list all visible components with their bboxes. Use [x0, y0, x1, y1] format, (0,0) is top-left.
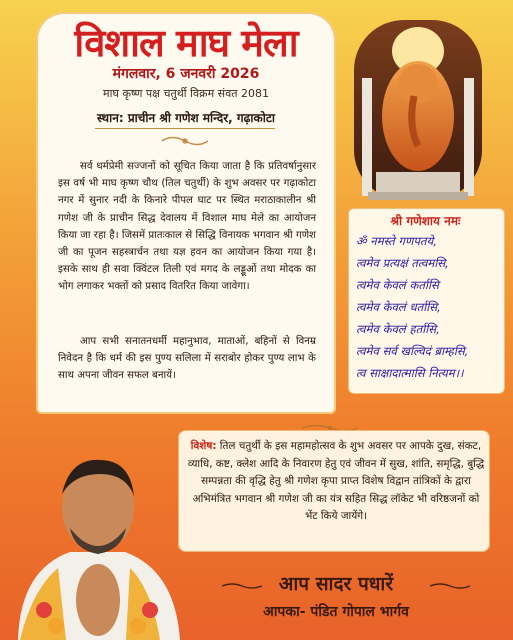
event-venue: स्थान: प्राचीन श्री गणेश मन्दिर, गढ़ाकोटा — [96, 111, 275, 125]
body-paragraph-1: सर्व धर्मप्रेमी सज्जनों को सूचित किया जाता है कि प्रतिवर्षानुसार इस वर्ष भी माघ कृष्ण चौथ (तिल चतुर्थी) के शुभ अवसर पर गढ़ाकोटा नगर में सुनार नदी के किनारे पीपल घाट पर स्थित मराठाकालीन श्री गणेश जी के प्राचीन सिद्ध देवालय में विशाल माघ मेले का आयोजन किया जा रहा है। जिसमें प्रातःकाल से सिद्धि विनायक भगवान श्री गणेश जी का पूजन सहस्त्रार्चन तथा यज्ञ हवन का आयोजन किया गया है। इसके साथ ही सवा क्विंटल तिली एवं मगद के लड्डूओं तथा मोदक का भोग लगाकर भक्तों को प्रसाद वितरित किया जावेगा। — [58, 161, 316, 293]
special-notice — [186, 438, 486, 526]
mantra-line: त्वमेव केवलं हर्तासि, — [356, 322, 440, 336]
notice-text: तिल चतुर्थी के इस महामहोत्सव के शुभ अवसर पर आपके दुख, संकट, व्याधि, कष्ट, क्लेश आदि के निवारण हेतु एवं जीवन में सुख, शांति, समृद्धि, बुद्धि सम्पन्नता की वृद्धि हेतु श्री गणेश कृपा प्राप्त विशेष विद्वान तांत्रिकों के द्वारा अभिमंत्रित भगवान श्री गणेश जी का यंत्र सहित सिद्ध लॉकेट भी वरिष्ठजनों को भेंट किये जायेंगे। — [187, 440, 485, 522]
signature-text: आपका- पंडित गोपाल भार्गव — [263, 604, 409, 620]
mantra-line: त्वमेव केवलं कर्तासि — [356, 278, 439, 292]
ornament-icon — [160, 134, 210, 148]
mantra-line: त्वमेव प्रत्यक्षं तत्वमसि, — [356, 256, 449, 270]
flourish-right-icon — [430, 582, 470, 590]
mantra-line: ॐ नमस्ते गणपतये, — [356, 234, 437, 248]
event-date: मंगलवार, 6 जनवरी 2026 — [112, 66, 260, 82]
event-title: विशाल माघ मेला — [74, 20, 298, 65]
header-divider — [95, 128, 275, 129]
ganesh-shrine-image — [348, 6, 488, 204]
mantra-line: त्व साक्षादात्मासि नित्यम।। — [356, 366, 464, 380]
event-samvat: माघ कृष्ण पक्ष चतुर्थी विक्रम संवत 2081 — [103, 87, 269, 100]
host-portrait — [10, 440, 185, 640]
welcome-text: आप सादर पधारें — [278, 573, 394, 595]
mantra-title: श्री गणेशाय नमः — [390, 214, 461, 228]
mantra-line: त्वमेव सर्व खल्विदं ब्राम्हसि, — [356, 344, 469, 358]
body-paragraph-2: आप सभी सनातनधर्मी महानुभाव, माताओं, बहिनों से विनम्र निवेदन है कि धर्म की इस पुण्य सलिला में सराबोर होकर पुण्य लाभ के साथ अपना जीवन सफल बनायें। — [58, 336, 316, 382]
notice-label: विशेष: — [190, 440, 217, 452]
mantra-line: त्वमेव केवलं धर्तासि, — [356, 300, 441, 314]
